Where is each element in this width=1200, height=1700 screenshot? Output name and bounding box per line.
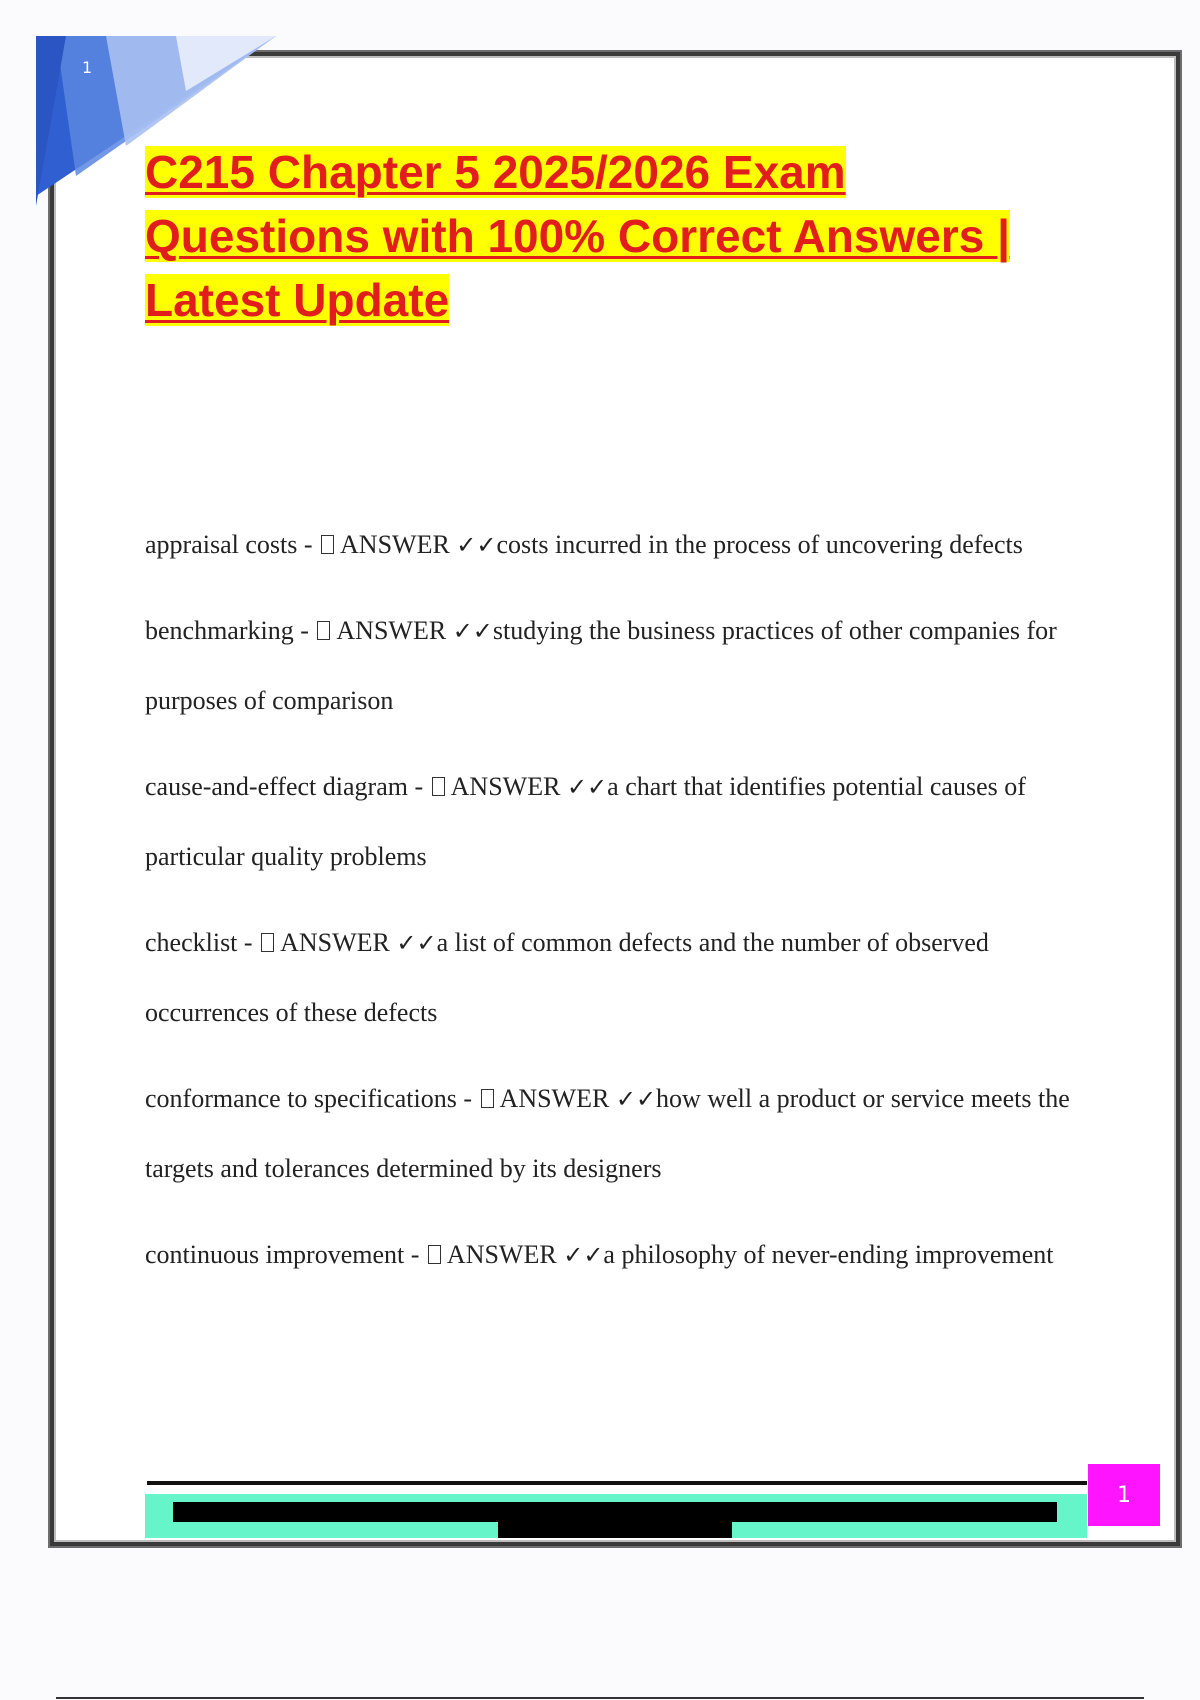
checkmark-icon: ✓✓ (566, 773, 608, 801)
footer-rule (147, 1481, 1087, 1485)
footer-bar (173, 1502, 1057, 1522)
entry-definition: how well a product or service meets the targets and tolerances determined by its designers (145, 1084, 1070, 1183)
glossary-entry: appraisal costs - ANSWER ✓✓costs incurred in the process of uncovering defects (145, 530, 1023, 559)
glossary-list (145, 510, 1085, 1306)
entry-term: appraisal costs (145, 530, 298, 559)
entry-term: checklist (145, 928, 238, 957)
entry-definition: a philosophy of never-ending improvement (603, 1240, 1054, 1269)
title-line: C215 Chapter 5 2025/2026 Exam (145, 146, 846, 198)
missing-glyph-icon (432, 777, 445, 796)
checkmark-icon: ✓✓ (456, 531, 497, 559)
checkmark-icon: ✓✓ (615, 1085, 657, 1113)
entry-term: continuous improvement (145, 1240, 405, 1269)
footer-bar (498, 1522, 732, 1538)
entry-term: conformance to specifications (145, 1084, 457, 1113)
bottom-rule (56, 1697, 1144, 1699)
page-number-badge: 1 (1088, 1464, 1160, 1526)
entry-definition: costs incurred in the process of uncovering defects (496, 530, 1023, 559)
glossary-entry: checklist - ANSWER ✓✓a list of common defects and the number of observed occurrences of these defects (145, 928, 989, 1027)
answer-label: ANSWER (336, 616, 447, 645)
footer-band (145, 1494, 1087, 1538)
glossary-entry: continuous improvement - ANSWER ✓✓a philosophy of never-ending improvement (145, 1240, 1054, 1269)
entry-definition: a list of common defects and the number of observed occurrences of these defects (145, 928, 989, 1027)
missing-glyph-icon (428, 1245, 441, 1264)
answer-label: ANSWER (450, 772, 561, 801)
answer-label: ANSWER (340, 530, 450, 559)
glossary-entry: conformance to specifications - ANSWER ✓✓how well a product or service meets the targets and tolerances determined by its designers (145, 1084, 1070, 1183)
answer-label: ANSWER (446, 1240, 557, 1269)
missing-glyph-icon (317, 621, 330, 640)
glossary-entry: cause-and-effect diagram - ANSWER ✓✓a chart that identifies potential causes of particular quality problems (145, 772, 1026, 871)
missing-glyph-icon (261, 933, 274, 952)
checkmark-icon: ✓✓ (563, 1241, 604, 1269)
checkmark-icon: ✓✓ (396, 929, 437, 957)
title-line: Latest Update (145, 274, 450, 326)
glossary-entry: benchmarking - ANSWER ✓✓studying the business practices of other companies for purposes of comparison (145, 616, 1057, 715)
document-title (145, 140, 1085, 332)
missing-glyph-icon (481, 1089, 494, 1108)
entry-definition: studying the business practices of other companies for purposes of comparison (145, 616, 1057, 715)
title-line: Questions with 100% Correct Answers | (145, 210, 1010, 262)
missing-glyph-icon (321, 535, 334, 554)
answer-label: ANSWER (499, 1084, 610, 1113)
entry-term: benchmarking (145, 616, 294, 645)
entry-definition: a chart that identifies potential causes of particular quality problems (145, 772, 1026, 871)
checkmark-icon: ✓✓ (452, 617, 493, 645)
corner-page-number: 1 (82, 58, 93, 77)
answer-label: ANSWER (280, 928, 390, 957)
entry-term: cause-and-effect diagram (145, 772, 408, 801)
